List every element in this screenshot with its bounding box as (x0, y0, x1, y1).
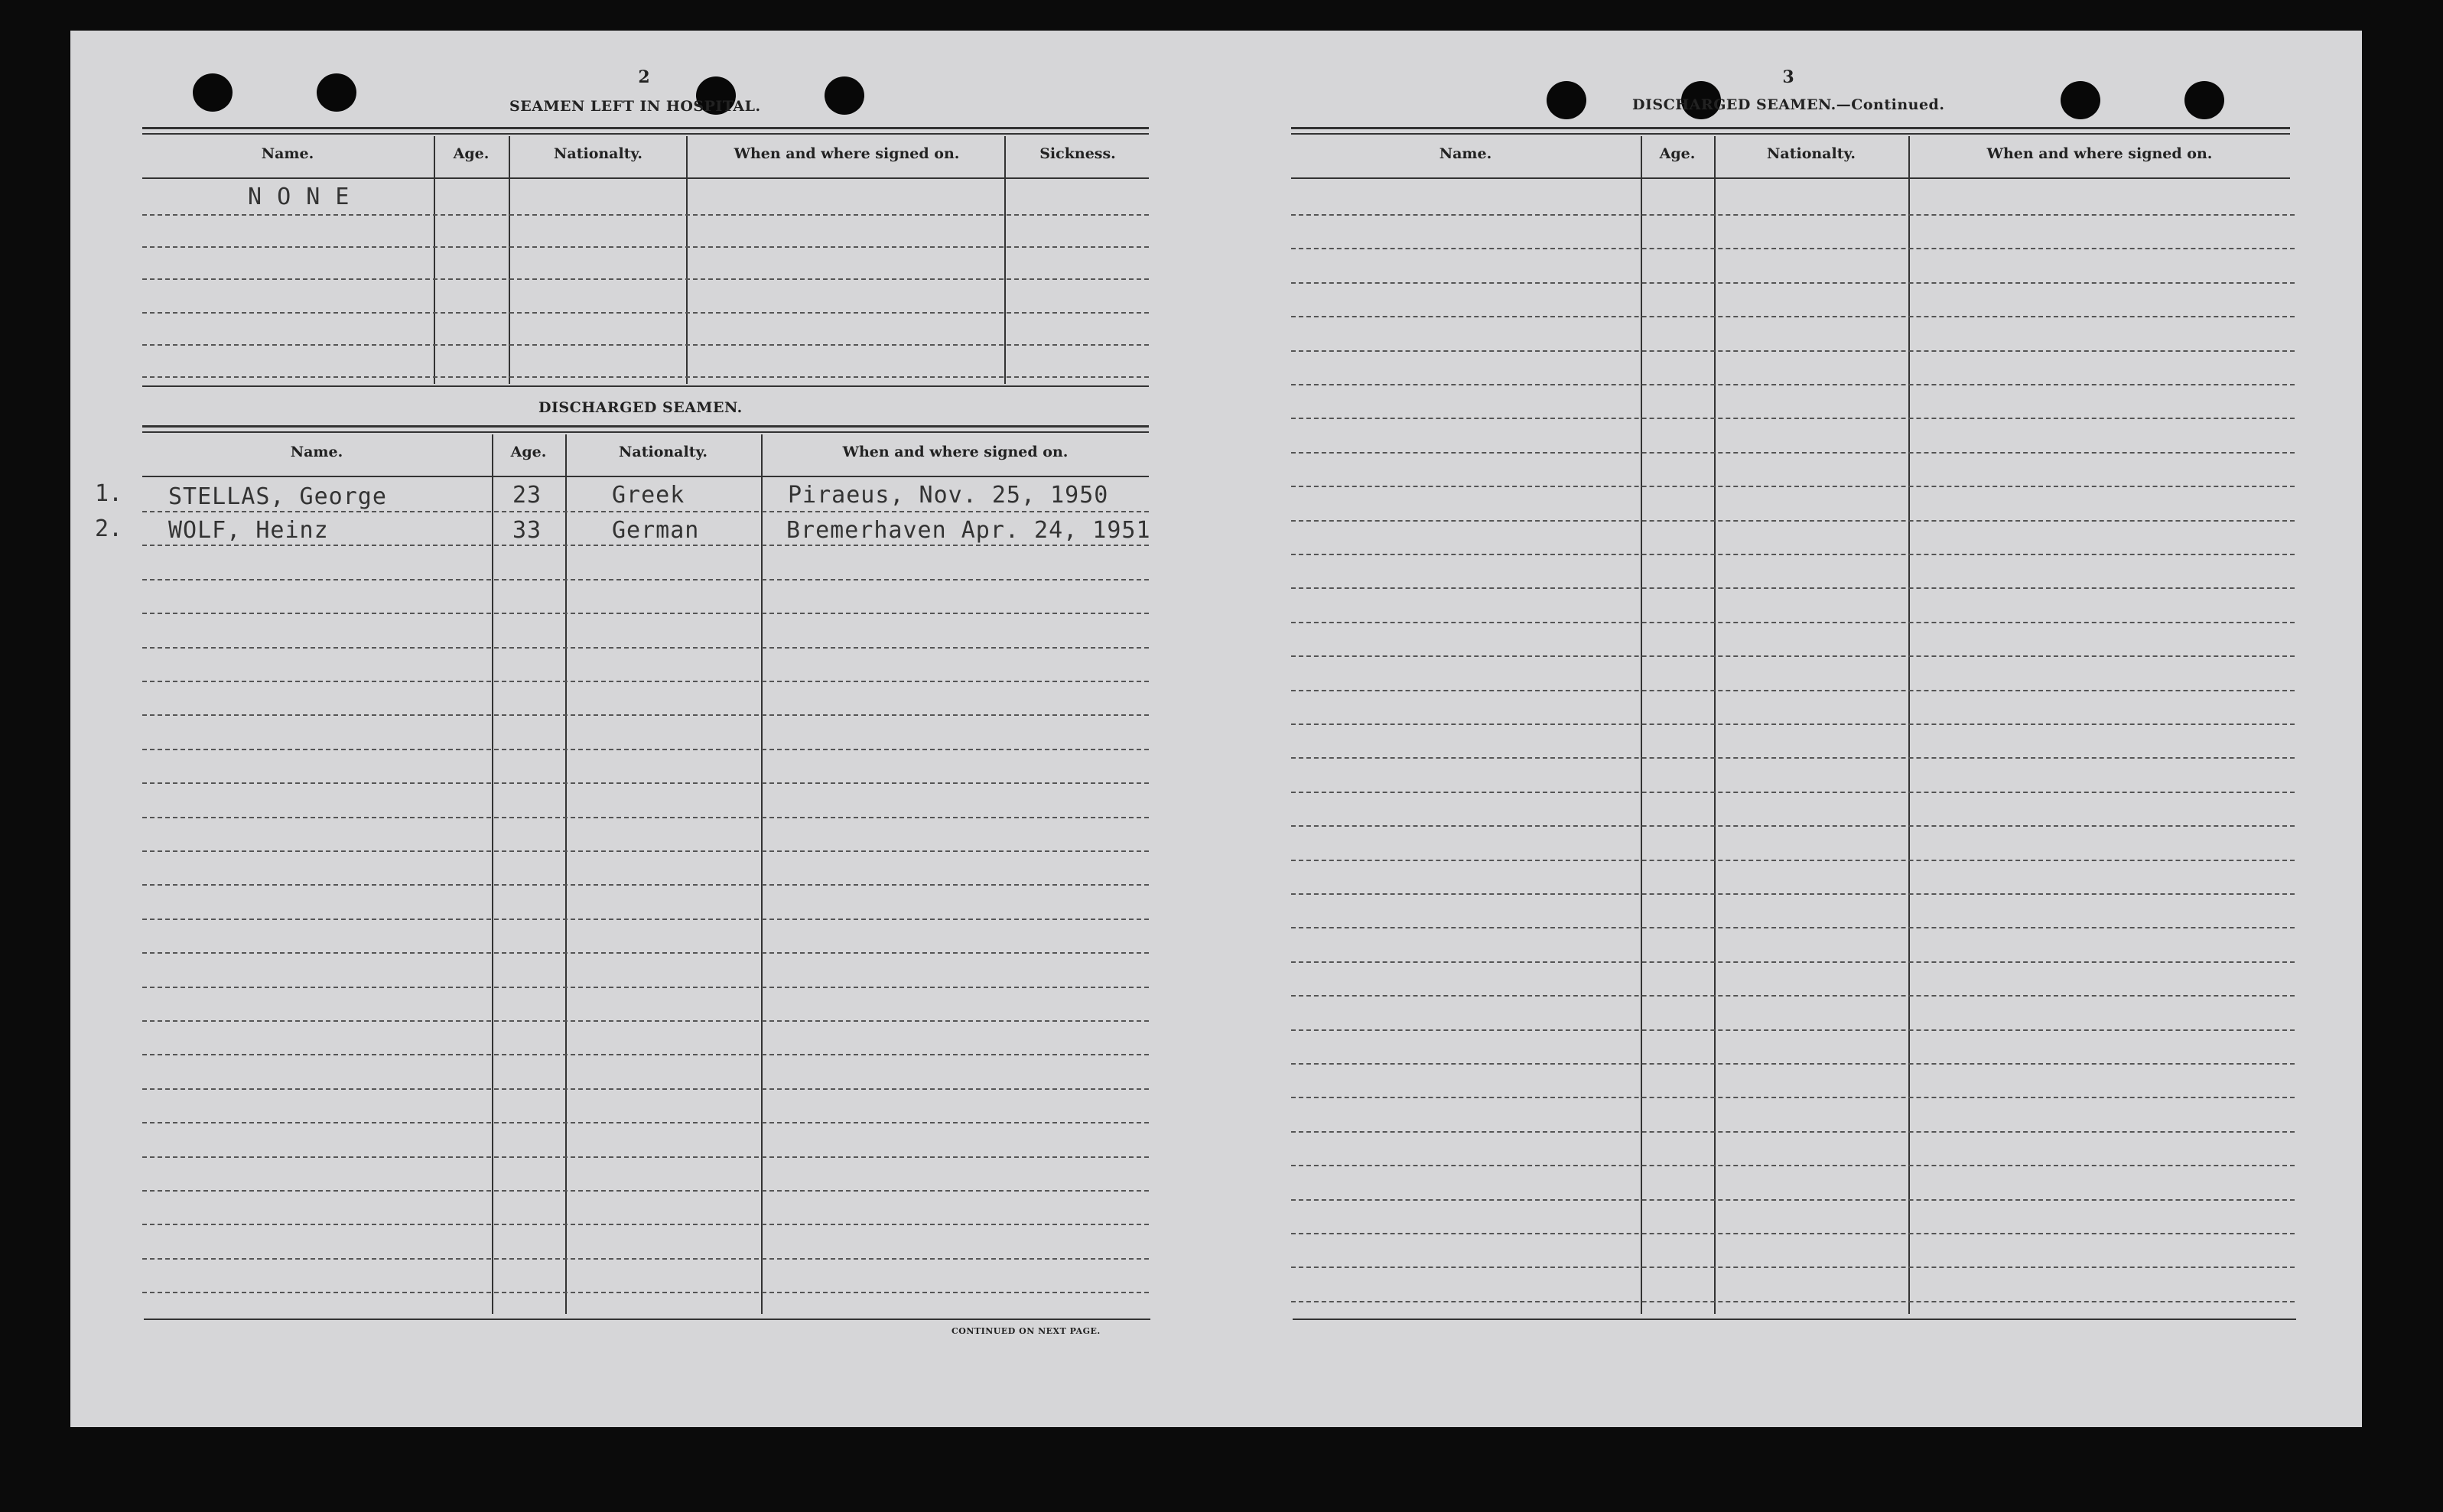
row-line (1291, 723, 2295, 725)
page-number: 3 (1782, 67, 1794, 87)
seaman-nationality: German (612, 517, 700, 544)
row-line (1291, 792, 2295, 793)
row-line (1291, 554, 2295, 555)
discharged-header-nationality: Nationalty. (619, 444, 708, 460)
column-divider (686, 136, 688, 384)
document-sheet (70, 31, 2362, 1427)
row-line (142, 376, 1149, 378)
table-top-rule (1291, 127, 2290, 129)
discharged-header-age: Age. (510, 444, 547, 460)
row-line (1291, 1267, 2295, 1268)
table-bottom-rule (144, 1319, 1150, 1320)
seaman-age: 23 (512, 482, 542, 509)
row-line (1291, 316, 2295, 317)
row-line (142, 919, 1149, 920)
hospital-header-name: Name. (261, 145, 314, 162)
hospital-header-age: Age. (453, 145, 490, 162)
table-bottom-rule (142, 385, 1149, 387)
seaman-signed-on: Bremerhaven Apr. 24, 1951 (786, 517, 1151, 544)
table-top-rule (142, 425, 1149, 428)
column-divider (1714, 136, 1716, 1314)
continued-note: CONTINUED ON NEXT PAGE. (952, 1326, 1101, 1336)
row-line (142, 1122, 1149, 1123)
row-line (1291, 995, 2295, 997)
punch-hole (825, 76, 864, 115)
row-line (142, 1088, 1149, 1090)
punch-hole (193, 73, 233, 112)
punch-hole (2061, 81, 2100, 119)
seaman-nationality: Greek (612, 482, 685, 509)
row-line (1291, 825, 2295, 827)
row-line (142, 312, 1149, 314)
column-divider (565, 434, 567, 1314)
column-divider (1004, 136, 1006, 384)
punch-hole (317, 73, 356, 112)
row-line (1291, 1199, 2295, 1201)
row-line (1291, 1097, 2295, 1098)
row-line (142, 952, 1149, 954)
row-line (1291, 860, 2295, 861)
page-number: 2 (638, 67, 650, 87)
column-divider (492, 434, 493, 1314)
table-top-rule (142, 127, 1149, 129)
table-top-rule (1291, 133, 2290, 135)
hospital-header-sickness: Sickness. (1039, 145, 1116, 162)
row-line (142, 850, 1149, 852)
column-divider (1908, 136, 1910, 1314)
row-line (1291, 350, 2295, 352)
row-line (142, 884, 1149, 886)
row-line (1291, 1165, 2295, 1166)
hospital-entry-none: N O N E (248, 184, 350, 210)
row-line (1291, 927, 2295, 928)
row-line (1291, 452, 2295, 454)
seaman-age: 33 (512, 517, 542, 544)
continued-header-age: Age. (1659, 145, 1696, 162)
row-line (1291, 520, 2295, 522)
row-line (142, 681, 1149, 682)
row-line (1291, 1029, 2295, 1031)
row-line (142, 782, 1149, 784)
discharged-section-title: DISCHARGED SEAMEN. (538, 399, 743, 416)
row-line (1291, 655, 2295, 657)
row-line (142, 1258, 1149, 1260)
row-line (1291, 1131, 2295, 1133)
column-divider (434, 136, 435, 384)
table-bottom-rule (1293, 1319, 2296, 1320)
seaman-name: STELLAS, George (168, 483, 387, 510)
row-number: 2. (95, 515, 123, 542)
row-line (1291, 1063, 2295, 1065)
column-divider (509, 136, 510, 384)
row-line (142, 749, 1149, 750)
continued-header-signed-on: When and where signed on. (1986, 145, 2213, 162)
discharged-continued-title: DISCHARGED SEAMEN.—Continued. (1632, 96, 1945, 113)
punch-hole (2184, 81, 2224, 119)
continued-header-nationality: Nationalty. (1767, 145, 1856, 162)
row-line (142, 1292, 1149, 1293)
row-line (1291, 282, 2295, 284)
row-line (142, 1156, 1149, 1158)
row-line (142, 579, 1149, 580)
row-line (142, 1054, 1149, 1055)
row-line (1291, 893, 2295, 895)
seaman-name: WOLF, Heinz (168, 517, 329, 544)
row-line (142, 817, 1149, 818)
row-line (142, 214, 1149, 216)
hospital-header-nationality: Nationalty. (554, 145, 642, 162)
column-divider (1641, 136, 1642, 1314)
row-line (142, 647, 1149, 649)
discharged-header-signed-on: When and where signed on. (842, 444, 1069, 460)
header-underline (1291, 177, 2290, 179)
row-line (142, 545, 1149, 546)
discharged-header-name: Name. (290, 444, 343, 460)
punch-hole (1547, 81, 1586, 119)
hospital-header-signed-on: When and where signed on. (734, 145, 960, 162)
table-top-rule (142, 133, 1149, 135)
row-line (142, 613, 1149, 614)
row-line (1291, 486, 2295, 487)
row-line (1291, 961, 2295, 963)
row-line (1291, 1233, 2295, 1234)
row-line (1291, 384, 2295, 385)
row-line (142, 714, 1149, 716)
row-line (1291, 1301, 2295, 1302)
row-line (1291, 214, 2295, 216)
continued-header-name: Name. (1439, 145, 1492, 162)
hospital-section-title: SEAMEN LEFT IN HOSPITAL. (509, 98, 761, 115)
row-line (142, 1224, 1149, 1225)
seaman-signed-on: Piraeus, Nov. 25, 1950 (788, 482, 1109, 509)
row-line (1291, 587, 2295, 589)
row-line (1291, 418, 2295, 419)
row-number: 1. (95, 480, 123, 507)
row-line (142, 987, 1149, 988)
column-divider (761, 434, 763, 1314)
row-line (1291, 757, 2295, 759)
row-line (142, 1190, 1149, 1192)
header-underline (142, 476, 1149, 477)
row-line (1291, 622, 2295, 623)
row-line (142, 278, 1149, 280)
row-line (1291, 690, 2295, 691)
table-top-rule (142, 431, 1149, 433)
row-line (142, 344, 1149, 346)
row-line (1291, 248, 2295, 249)
row-line (142, 246, 1149, 248)
header-underline (142, 177, 1149, 179)
row-line (142, 1020, 1149, 1022)
row-line (142, 511, 1149, 512)
